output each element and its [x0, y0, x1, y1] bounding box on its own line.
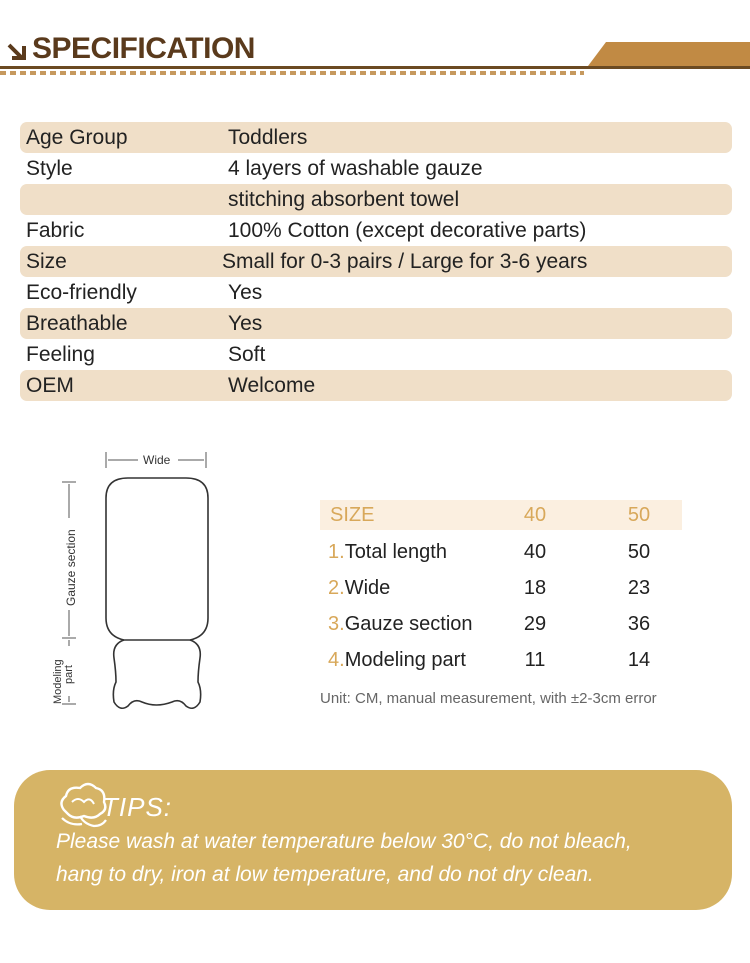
row-number: 3.: [328, 613, 345, 635]
spec-label: Eco-friendly: [26, 281, 137, 304]
size-row-modeling-part: [320, 642, 682, 678]
spec-value: Yes: [228, 312, 263, 335]
tips-text-line-1: Please wash at water temperature below 30°C, do not bleach,: [56, 830, 632, 853]
modeling-label: Modeling: [52, 659, 64, 704]
gauze-section-label: Gauze section: [64, 529, 78, 606]
size-table: [320, 500, 682, 678]
spec-row-size: [20, 246, 732, 277]
spec-value: Welcome: [228, 374, 316, 397]
size-value-40: 29: [523, 613, 547, 635]
arrow-down-right-icon: [6, 40, 32, 66]
tips-banner: [14, 770, 732, 910]
size-value-50: 50: [627, 541, 651, 563]
spec-row-age-group: [20, 122, 732, 153]
size-row-label: [328, 534, 447, 570]
spec-label: OEM: [26, 374, 74, 397]
size-row-label: [328, 606, 473, 642]
row-number: 2.: [328, 577, 345, 599]
row-name: Gauze section: [344, 613, 473, 635]
size-row-total-length: [320, 534, 682, 570]
section-header: [0, 0, 750, 80]
spec-row-oem: [20, 370, 732, 401]
tips-text-line-2: hang to dry, iron at low temperature, and do not dry clean.: [56, 863, 594, 886]
size-value-40: 11: [524, 649, 546, 671]
size-row-wide: [320, 570, 682, 606]
size-row-label: [328, 570, 390, 606]
size-header-col1: 40: [523, 504, 547, 526]
spec-value: Toddlers: [228, 126, 308, 149]
spec-value: 4 layers of washable gauze: [228, 157, 483, 180]
size-value-50: 36: [627, 613, 651, 635]
spec-row-style-continued: [20, 184, 732, 215]
header-tab-decoration: [588, 42, 750, 66]
size-header-col2: 50: [627, 504, 651, 526]
header-dashed-rule: [0, 71, 584, 75]
row-number: 4.: [328, 649, 345, 671]
spec-value: 100% Cotton (except decorative parts): [228, 219, 587, 242]
spec-row-style: [20, 153, 732, 184]
specification-table: [20, 122, 732, 401]
size-header-label: SIZE: [330, 504, 375, 526]
spec-label: Age Group: [26, 126, 128, 149]
spec-row-feeling: [20, 339, 732, 370]
modeling-part-label: part: [63, 665, 75, 684]
spec-label: Size: [26, 250, 67, 273]
spec-value: Small for 0-3 pairs / Large for 3-6 years: [222, 250, 588, 273]
wide-label: Wide: [143, 453, 171, 467]
spec-label: Fabric: [26, 219, 85, 242]
row-name: Wide: [344, 577, 391, 599]
size-table-header: [320, 500, 682, 530]
spec-value: Soft: [228, 343, 266, 366]
spec-label: Style: [26, 157, 73, 180]
header-rule: [0, 66, 750, 69]
section-title: SPECIFICATION: [32, 32, 255, 65]
size-value-50: 14: [627, 649, 651, 671]
size-value-40: 40: [523, 541, 547, 563]
spec-label: Feeling: [26, 343, 95, 366]
row-name: Total length: [344, 541, 447, 563]
size-row-gauze-section: [320, 606, 682, 642]
measurement-note: Unit: CM, manual measurement, with ±2-3cm error: [320, 690, 657, 707]
spec-row-breathable: [20, 308, 732, 339]
tips-title: TIPS:: [102, 792, 173, 822]
spec-label: Breathable: [26, 312, 128, 335]
spec-value: Yes: [228, 281, 263, 304]
spec-value: stitching absorbent towel: [228, 188, 460, 211]
size-row-label: [328, 642, 466, 678]
size-value-50: 23: [627, 577, 651, 599]
row-number: 1.: [328, 541, 345, 563]
spec-row-fabric: [20, 215, 732, 246]
size-value-40: 18: [523, 577, 547, 599]
row-name: Modeling part: [344, 649, 466, 671]
spec-row-eco-friendly: [20, 277, 732, 308]
product-outline-diagram: [40, 440, 280, 730]
